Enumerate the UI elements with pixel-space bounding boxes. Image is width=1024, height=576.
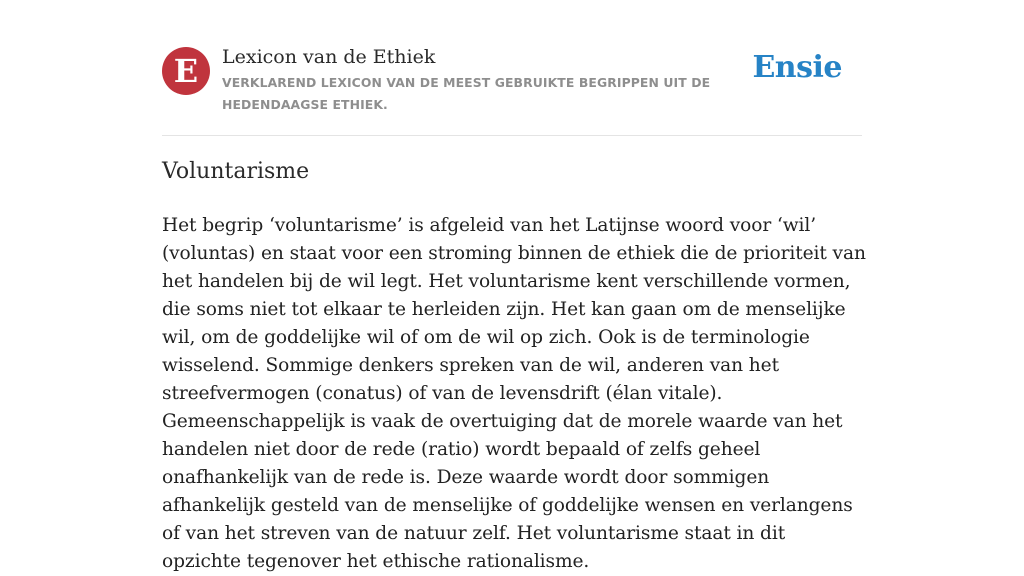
lexicon-subtitle: VERKLAREND LEXICON VAN DE MEEST GEBRUIKTE BEGRIPPEN UIT DE HEDENDAAGSE ETHIEK. xyxy=(222,75,711,112)
article-body: Het begrip ‘voluntarisme’ is afgeleid van het Latijnse woord voor ‘wil’ (voluntas) en staat voor een stroming binnen de ethiek die de prioriteit van het handelen bij de wil legt. Het voluntarisme kent verschillende vormen, die soms niet tot elkaar te herleiden zijn. Het kan gaan om de menselijke wil, om de goddelijke wil of om de wil op zich. Ook is de terminologie wisselend. Sommige denkers spreken van de wil, anderen van het streefvermogen (conatus) of van de levensdrift (élan vitale). Gemeenschappelijk is vaak de overtuiging dat de morele waarde van het handelen niet door de rede (ratio) wordt bepaald of zelfs geheel onafhankelijk van de rede is. Deze waarde wordt door sommigen afhankelijk gesteld van de menselijke of goddelijke wensen en verlangens of van het streven van de natuur zelf. Het voluntarisme staat in dit opzichte tegenover het ethische rationalisme. xyxy=(162,215,866,572)
article-title: Voluntarisme xyxy=(162,159,310,184)
lexicon-logo[interactable]: E xyxy=(162,47,210,95)
ensie-brand-link[interactable]: Ensie xyxy=(752,50,842,85)
header-divider xyxy=(162,135,862,136)
lexicon-title[interactable]: Lexicon van de Ethiek xyxy=(222,46,436,68)
site-header xyxy=(162,46,862,118)
